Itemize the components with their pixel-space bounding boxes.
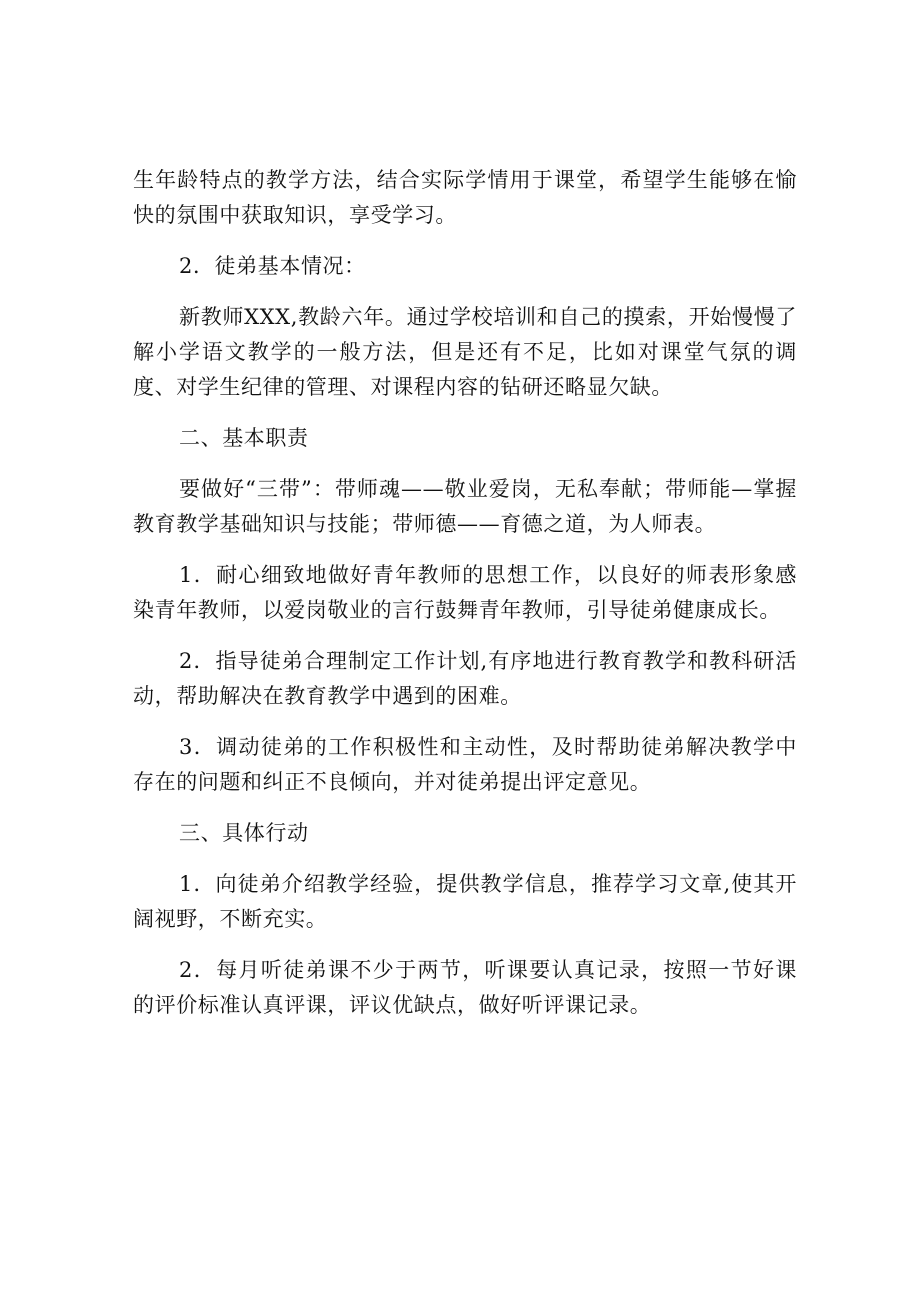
paragraph-duty-2: 2．指导徒弟合理制定工作计划,有序地进行教育教学和教科研活动，帮助解决在教育教学中遇到的困难。 — [133, 649, 797, 708]
paragraph-apprentice-info: 新教师XXX,教龄六年。通过学校培训和自己的摸索，开始慢慢了解小学语文教学的一般方法，但是还有不足，比如对课堂气氛的调度、对学生纪律的管理、对课程内容的钻研还略显欠缺。 — [133, 305, 797, 399]
paragraph-duty-3: 3．调动徒弟的工作积极性和主动性，及时帮助徒弟解决教学中存在的问题和纠正不良倾向，并对徒弟提出评定意见。 — [133, 735, 797, 794]
document-body — [133, 163, 797, 1023]
paragraph-duty-1: 1．耐心细致地做好青年教师的思想工作，以良好的师表形象感染青年教师，以爱岗敬业的言行鼓舞青年教师，引导徒弟健康成长。 — [133, 563, 797, 622]
paragraph-action-2: 2．每月听徒弟课不少于两节，听课要认真记录，按照一节好课的评价标准认真评课，评议优缺点，做好听评课记录。 — [133, 958, 797, 1017]
paragraph-three-guides: 要做好“三带”：带师魂——敬业爱岗，无私奉献；带师能—掌握教育教学基础知识与技能；带师德——育德之道，为人师表。 — [133, 477, 797, 536]
section-heading-duties: 二、基本职责 — [179, 426, 309, 450]
section-heading-actions: 三、具体行动 — [179, 821, 309, 845]
paragraph-action-1: 1．向徒弟介绍教学经验，提供教学信息，推荐学习文章,使其开阔视野，不断充实。 — [133, 872, 797, 931]
paragraph-apprentice-heading: 2．徒弟基本情况： — [179, 254, 366, 278]
paragraph-continuation: 生年龄特点的教学方法，结合实际学情用于课堂，希望学生能够在愉快的氛围中获取知识，享受学习。 — [133, 168, 797, 227]
